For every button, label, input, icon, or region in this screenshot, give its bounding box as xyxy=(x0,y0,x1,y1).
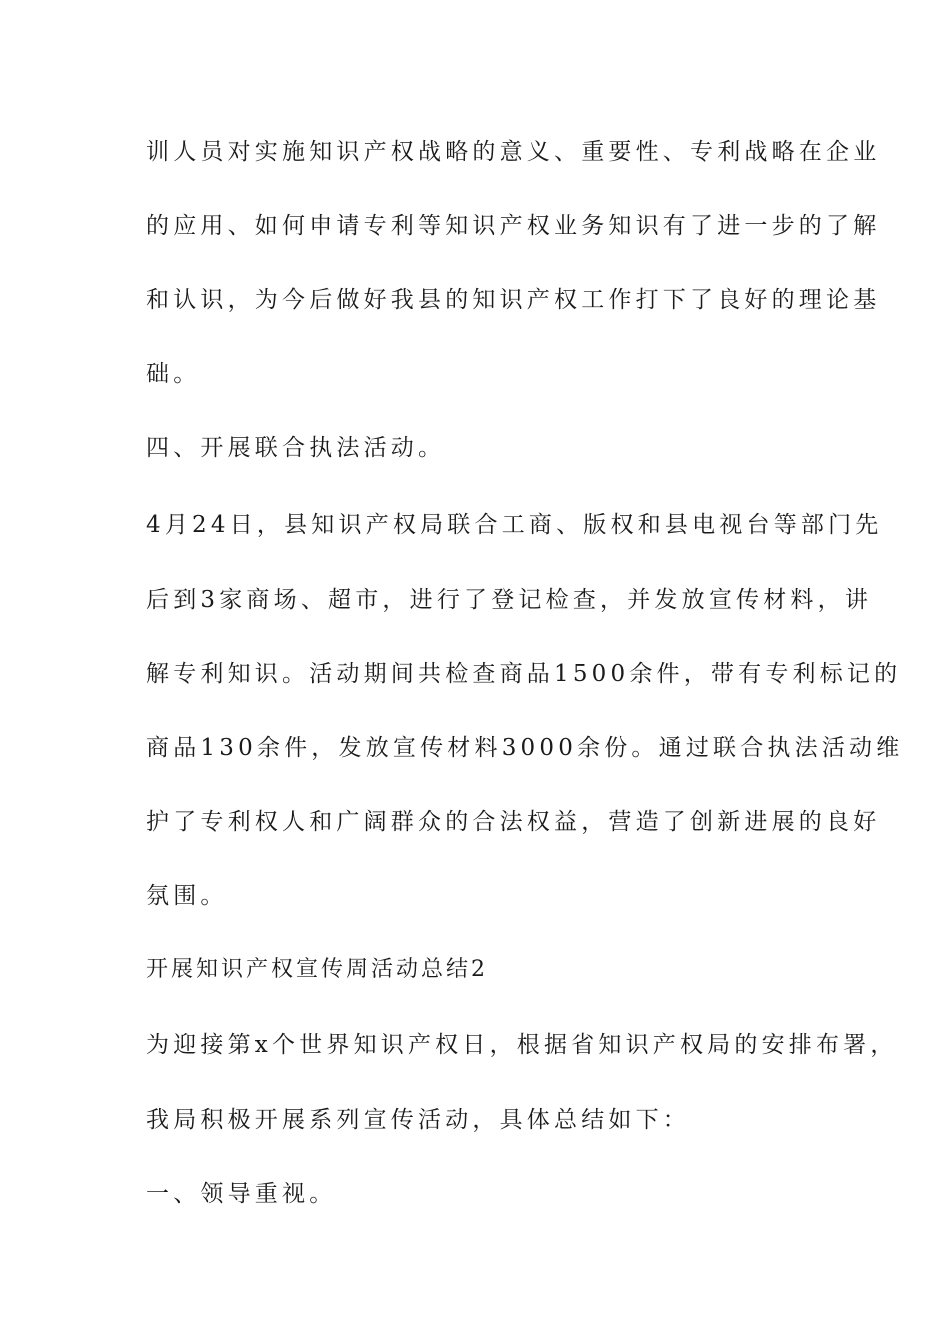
document-title: 开展知识产权宣传周活动总结2 xyxy=(146,957,488,982)
section-heading: 一、领导重视。 xyxy=(146,1181,337,1207)
paragraph-line: 解专利知识。活动期间共检查商品1500余件，带有专利标记的 xyxy=(146,661,902,687)
paragraph-line: 的应用、如何申请专利等知识产权业务知识有了进一步的了解 xyxy=(146,213,881,239)
paragraph-line: 我局积极开展系列宣传活动，具体总结如下： xyxy=(146,1107,690,1133)
paragraph-line: 础。 xyxy=(146,361,201,387)
paragraph-line: 商品130余件，发放宣传材料3000余份。通过联合执法活动维 xyxy=(146,735,904,761)
paragraph-line: 和认识，为今后做好我县的知识产权工作打下了良好的理论基 xyxy=(146,287,881,313)
paragraph-line: 后到3家商场、超市，进行了登记检查，并发放宣传材料，讲 xyxy=(146,587,873,613)
paragraph-line: 训人员对实施知识产权战略的意义、重要性、专利战略在企业 xyxy=(146,139,881,165)
paragraph-line: 4月24日，县知识产权局联合工商、版权和县电视台等部门先 xyxy=(146,512,883,538)
paragraph-line: 为迎接第x个世界知识产权日，根据省知识产权局的安排布署， xyxy=(146,1032,898,1058)
paragraph-line: 护了专利权人和广阔群众的合法权益，营造了创新进展的良好 xyxy=(146,809,881,835)
paragraph-line: 氛围。 xyxy=(146,883,228,909)
section-heading: 四、开展联合执法活动。 xyxy=(146,435,446,461)
